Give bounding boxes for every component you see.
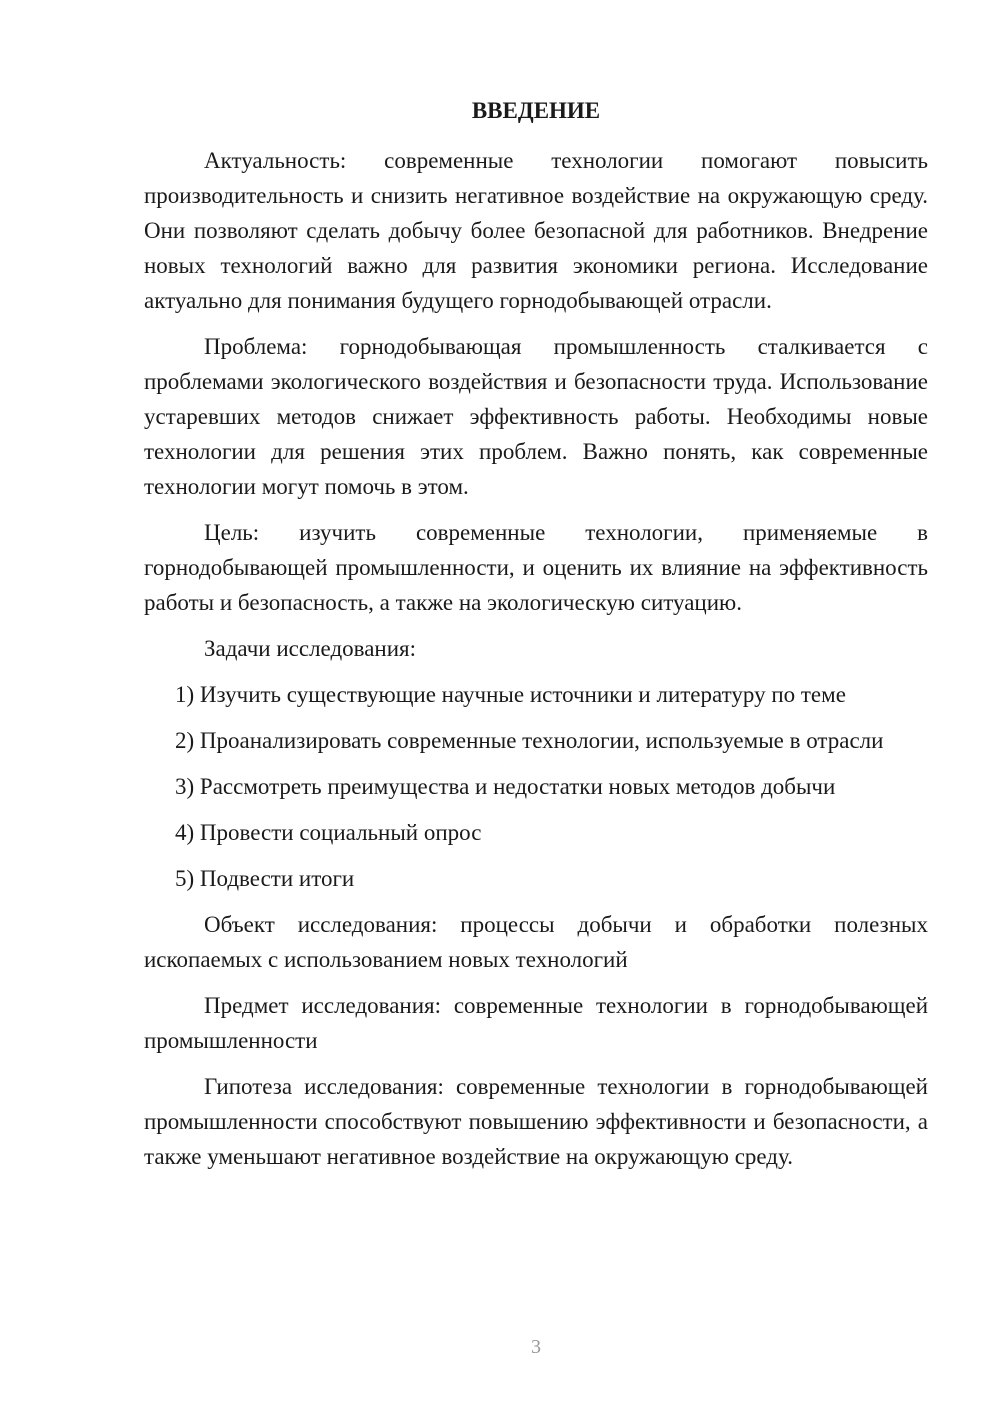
task-item-5: 5) Подвести итоги (175, 866, 355, 891)
task-item-4: 4) Провести социальный опрос (175, 820, 482, 845)
document-body (144, 143, 928, 1185)
paragraph-object: Объект исследования: процессы добычи и обработки полезных ископаемых с использованием новых технологий (144, 912, 928, 972)
paragraph-hypothesis: Гипотеза исследования: современные технологии в горнодобывающей промышленности способствуют повышению эффективности и безопасности, а также уменьшают негативное воздействие на окружающую среду. (144, 1074, 928, 1169)
task-item-1: 1) Изучить существующие научные источники и литературу по теме (175, 682, 846, 707)
paragraph-subject: Предмет исследования: современные технологии в горнодобывающей промышленности (144, 993, 928, 1053)
page-heading: ВВЕДЕНИЕ (471, 98, 601, 123)
paragraph-tasks-intro: Задачи исследования: (204, 636, 417, 661)
paragraph-goal: Цель: изучить современные технологии, применяемые в горнодобывающей промышленности, и оценить их влияние на эффективность работы и безопасность, а также на экологическую ситуацию. (144, 520, 928, 615)
task-item-2: 2) Проанализировать современные технологии, используемые в отрасли (175, 728, 884, 753)
page-number: 3 (531, 1336, 541, 1358)
paragraph-relevance: Актуальность: современные технологии помогают повысить производительность и снизить негативное воздействие на окружающую среду. Они позволяют сделать добычу более безопасной для работников. Внедрение новых технологий важно для развития экономики региона. Исследование актуально для понимания будущего горнодобывающей отрасли. (144, 148, 928, 313)
paragraph-problem: Проблема: горнодобывающая промышленность сталкивается с проблемами экологического воздействия и безопасности труда. Использование устаревших методов снижает эффективность работы. Необходимы новые технологии для решения этих проблем. Важно понять, как современные технологии могут помочь в этом. (144, 334, 928, 499)
task-item-3: 3) Рассмотреть преимущества и недостатки новых методов добычи (175, 774, 836, 799)
